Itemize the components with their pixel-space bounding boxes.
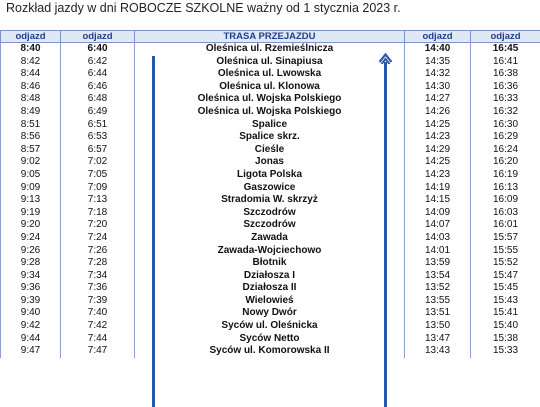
stop-name-cell: Syców ul. Komorowska II xyxy=(135,345,405,358)
departure-1-cell: 9:05 xyxy=(1,169,61,182)
departure-3-cell: 14:25 xyxy=(405,156,471,169)
departure-3-cell: 14:35 xyxy=(405,56,471,69)
departure-4-cell: 15:41 xyxy=(471,307,540,320)
departure-2-cell: 7:20 xyxy=(61,219,135,232)
departure-1-cell: 8:44 xyxy=(1,68,61,81)
departure-2-cell: 6:48 xyxy=(61,93,135,106)
departure-4-cell: 15:57 xyxy=(471,232,540,245)
departure-3-cell: 14:29 xyxy=(405,144,471,157)
stop-name-cell: Spalice skrz. xyxy=(135,131,405,144)
table-row xyxy=(1,182,540,195)
departure-4-cell: 16:45 xyxy=(471,43,540,56)
table-row xyxy=(1,333,540,346)
departure-1-cell: 9:24 xyxy=(1,232,61,245)
table-row xyxy=(1,219,540,232)
departure-3-cell: 14:09 xyxy=(405,207,471,220)
departure-4-cell: 16:13 xyxy=(471,182,540,195)
stop-name-cell: Oleśnica ul. Wojska Polskiego xyxy=(135,93,405,106)
table-row xyxy=(1,320,540,333)
departure-1-cell: 9:36 xyxy=(1,282,61,295)
departure-4-cell: 16:41 xyxy=(471,56,540,69)
departure-1-cell: 8:51 xyxy=(1,119,61,132)
table-row xyxy=(1,295,540,308)
stop-name-cell: Szczodrów xyxy=(135,219,405,232)
departure-3-cell: 14:01 xyxy=(405,245,471,258)
departure-3-cell: 13:54 xyxy=(405,270,471,283)
departure-4-cell: 16:33 xyxy=(471,93,540,106)
departure-1-cell: 9:19 xyxy=(1,207,61,220)
departure-4-cell: 16:20 xyxy=(471,156,540,169)
departure-4-cell: 16:29 xyxy=(471,131,540,144)
departure-4-cell: 15:43 xyxy=(471,295,540,308)
table-row xyxy=(1,270,540,283)
departure-3-cell: 14:15 xyxy=(405,194,471,207)
departure-2-cell: 7:13 xyxy=(61,194,135,207)
departure-4-cell: 16:30 xyxy=(471,119,540,132)
departure-2-cell: 6:51 xyxy=(61,119,135,132)
stop-name-cell: Błotnik xyxy=(135,257,405,270)
departure-3-cell: 13:59 xyxy=(405,257,471,270)
departure-3-cell: 14:23 xyxy=(405,169,471,182)
departure-4-cell: 16:36 xyxy=(471,81,540,94)
departure-1-cell: 8:40 xyxy=(1,43,61,56)
departure-1-cell: 9:34 xyxy=(1,270,61,283)
departure-4-cell: 16:19 xyxy=(471,169,540,182)
departure-4-cell: 16:38 xyxy=(471,68,540,81)
stop-name-cell: Działosza II xyxy=(135,282,405,295)
departure-2-cell: 7:24 xyxy=(61,232,135,245)
departure-1-cell: 9:44 xyxy=(1,333,61,346)
stop-name-cell: Wielowieś xyxy=(135,295,405,308)
departure-2-cell: 7:09 xyxy=(61,182,135,195)
table-row xyxy=(1,81,540,94)
departure-2-cell: 6:42 xyxy=(61,56,135,69)
departure-3-cell: 14:25 xyxy=(405,119,471,132)
departure-4-cell: 15:40 xyxy=(471,320,540,333)
table-row xyxy=(1,257,540,270)
stop-name-cell: Syców Netto xyxy=(135,333,405,346)
departure-1-cell: 9:26 xyxy=(1,245,61,258)
timetable-header-row xyxy=(1,31,540,43)
table-row xyxy=(1,307,540,320)
departure-4-cell: 16:01 xyxy=(471,219,540,232)
departure-2-cell: 7:42 xyxy=(61,320,135,333)
departure-2-cell: 7:47 xyxy=(61,345,135,358)
departure-3-cell: 13:55 xyxy=(405,295,471,308)
stop-name-cell: Działosza I xyxy=(135,270,405,283)
departure-3-cell: 14:30 xyxy=(405,81,471,94)
table-row xyxy=(1,119,540,132)
departure-4-cell: 15:55 xyxy=(471,245,540,258)
table-row xyxy=(1,207,540,220)
departure-2-cell: 7:40 xyxy=(61,307,135,320)
departure-3-cell: 13:50 xyxy=(405,320,471,333)
departure-4-cell: 16:24 xyxy=(471,144,540,157)
stop-name-cell: Spalice xyxy=(135,119,405,132)
table-row xyxy=(1,144,540,157)
stop-name-cell: Jonas xyxy=(135,156,405,169)
departure-4-cell: 15:47 xyxy=(471,270,540,283)
stop-name-cell: Oleśnica ul. Lwowska xyxy=(135,68,405,81)
stop-name-cell: Stradomia W. skrzyż xyxy=(135,194,405,207)
departure-1-cell: 9:13 xyxy=(1,194,61,207)
table-row xyxy=(1,282,540,295)
departure-4-cell: 16:09 xyxy=(471,194,540,207)
departure-1-cell: 9:20 xyxy=(1,219,61,232)
arrow-up-icon xyxy=(378,52,393,64)
table-row xyxy=(1,106,540,119)
column-header-departure-4: odjazd xyxy=(471,31,540,43)
departure-4-cell: 16:32 xyxy=(471,106,540,119)
table-row xyxy=(1,156,540,169)
departure-2-cell: 7:34 xyxy=(61,270,135,283)
departure-1-cell: 9:47 xyxy=(1,345,61,358)
departure-3-cell: 14:23 xyxy=(405,131,471,144)
column-header-departure-3: odjazd xyxy=(405,31,471,43)
departure-1-cell: 9:02 xyxy=(1,156,61,169)
stop-name-cell: Oleśnica ul. Rzemieślnicza xyxy=(135,43,405,56)
column-header-departure-1: odjazd xyxy=(1,31,61,43)
departure-2-cell: 7:28 xyxy=(61,257,135,270)
table-row xyxy=(1,194,540,207)
table-row xyxy=(1,345,540,358)
stop-name-cell: Szczodrów xyxy=(135,207,405,220)
table-row xyxy=(1,56,540,69)
departure-2-cell: 7:36 xyxy=(61,282,135,295)
table-row xyxy=(1,131,540,144)
departure-4-cell: 15:38 xyxy=(471,333,540,346)
departure-2-cell: 7:26 xyxy=(61,245,135,258)
departure-2-cell: 7:44 xyxy=(61,333,135,346)
stop-name-cell: Oleśnica ul. Wojska Polskiego xyxy=(135,106,405,119)
departure-1-cell: 8:57 xyxy=(1,144,61,157)
departure-1-cell: 8:56 xyxy=(1,131,61,144)
table-row xyxy=(1,68,540,81)
departure-2-cell: 7:18 xyxy=(61,207,135,220)
departure-3-cell: 13:47 xyxy=(405,333,471,346)
departure-1-cell: 8:48 xyxy=(1,93,61,106)
departure-3-cell: 14:19 xyxy=(405,182,471,195)
table-row xyxy=(1,43,540,56)
stop-name-cell: Oleśnica ul. Sinapiusa xyxy=(135,56,405,69)
table-row xyxy=(1,232,540,245)
stop-name-cell: Gaszowice xyxy=(135,182,405,195)
departure-2-cell: 6:40 xyxy=(61,43,135,56)
timetable-body xyxy=(1,43,540,358)
departure-4-cell: 15:33 xyxy=(471,345,540,358)
stop-name-cell: Syców ul. Oleśnicka xyxy=(135,320,405,333)
departure-3-cell: 14:27 xyxy=(405,93,471,106)
departure-1-cell: 9:09 xyxy=(1,182,61,195)
stop-name-cell: Oleśnica ul. Klonowa xyxy=(135,81,405,94)
departure-3-cell: 14:40 xyxy=(405,43,471,56)
table-row xyxy=(1,93,540,106)
departure-3-cell: 14:07 xyxy=(405,219,471,232)
departure-2-cell: 7:02 xyxy=(61,156,135,169)
route-direction-line-up xyxy=(384,62,387,407)
route-direction-line-down xyxy=(152,56,155,407)
stop-name-cell: Zawada xyxy=(135,232,405,245)
departure-1-cell: 9:39 xyxy=(1,295,61,308)
departure-3-cell: 14:32 xyxy=(405,68,471,81)
departure-2-cell: 6:57 xyxy=(61,144,135,157)
timetable xyxy=(0,30,540,358)
departure-1-cell: 8:49 xyxy=(1,106,61,119)
departure-1-cell: 9:28 xyxy=(1,257,61,270)
departure-2-cell: 6:44 xyxy=(61,68,135,81)
table-row xyxy=(1,245,540,258)
departure-4-cell: 15:52 xyxy=(471,257,540,270)
stop-name-cell: Zawada-Wojciechowo xyxy=(135,245,405,258)
page-title: Rozkład jazdy w dni ROBOCZE SZKOLNE ważny od 1 stycznia 2023 r. xyxy=(6,1,401,15)
departure-1-cell: 9:42 xyxy=(1,320,61,333)
departure-2-cell: 6:53 xyxy=(61,131,135,144)
departure-3-cell: 13:43 xyxy=(405,345,471,358)
departure-3-cell: 14:03 xyxy=(405,232,471,245)
departure-3-cell: 13:51 xyxy=(405,307,471,320)
stop-name-cell: Nowy Dwór xyxy=(135,307,405,320)
departure-1-cell: 8:42 xyxy=(1,56,61,69)
departure-4-cell: 16:03 xyxy=(471,207,540,220)
departure-2-cell: 7:05 xyxy=(61,169,135,182)
departure-4-cell: 15:45 xyxy=(471,282,540,295)
departure-1-cell: 9:40 xyxy=(1,307,61,320)
column-header-route: TRASA PRZEJAZDU xyxy=(135,31,405,43)
departure-2-cell: 7:39 xyxy=(61,295,135,308)
departure-1-cell: 8:46 xyxy=(1,81,61,94)
departure-2-cell: 6:49 xyxy=(61,106,135,119)
table-row xyxy=(1,169,540,182)
stop-name-cell: Cieśle xyxy=(135,144,405,157)
departure-2-cell: 6:46 xyxy=(61,81,135,94)
column-header-departure-2: odjazd xyxy=(61,31,135,43)
stop-name-cell: Ligota Polska xyxy=(135,169,405,182)
departure-3-cell: 13:52 xyxy=(405,282,471,295)
departure-3-cell: 14:26 xyxy=(405,106,471,119)
